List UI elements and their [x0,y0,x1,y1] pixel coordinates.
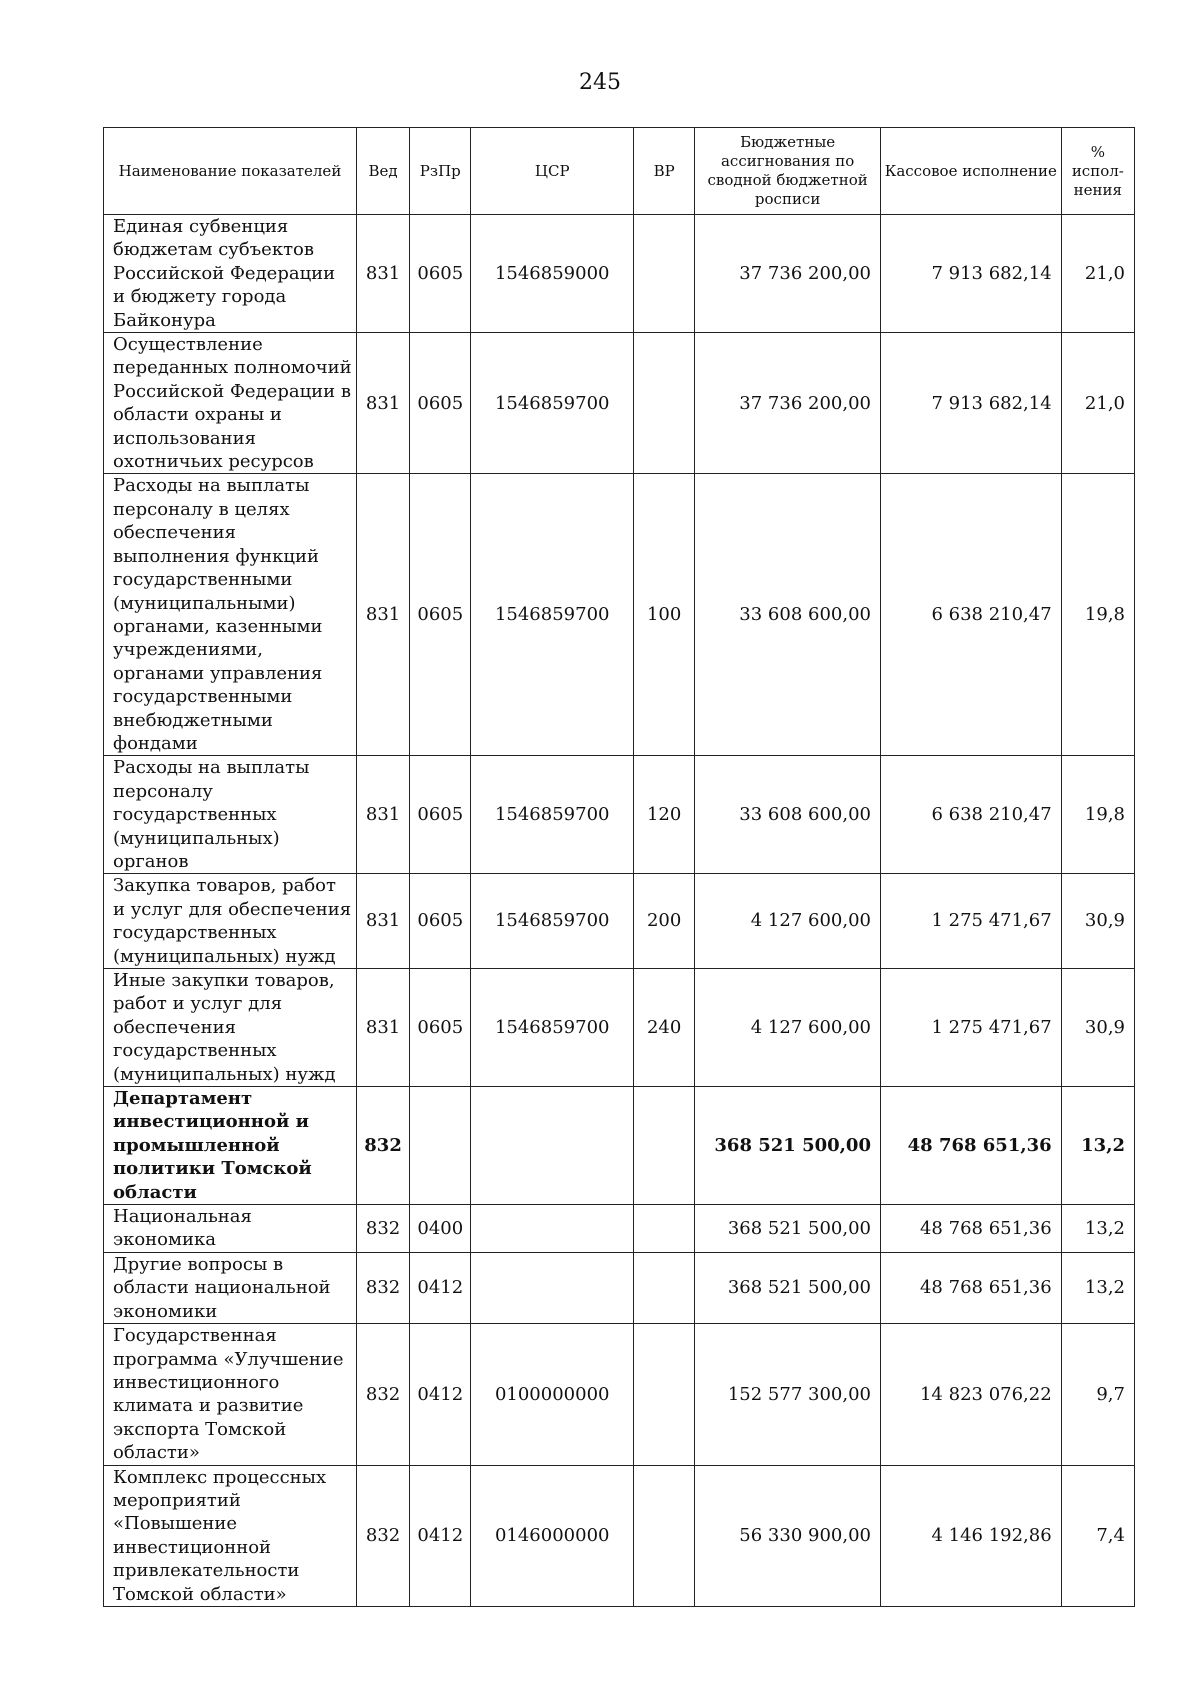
budget-execution-table [103,127,1135,1607]
cell-csr: 1546859000 [471,215,634,333]
cell-vr [634,333,695,474]
cell-ved: 831 [356,874,409,969]
cell-csr: 1546859700 [471,474,634,756]
header-pct: % испол-нения [1061,128,1134,215]
table-row [104,1324,1135,1465]
table-row [104,874,1135,969]
table-row [104,756,1135,874]
cell-rzpr: 0400 [410,1205,471,1253]
cell-budget: 152 577 300,00 [695,1324,881,1465]
cell-vr [634,1324,695,1465]
cell-budget: 4 127 600,00 [695,874,881,969]
cell-csr [471,1205,634,1253]
cell-ved: 831 [356,474,409,756]
cell-pct: 13,2 [1061,1205,1134,1253]
cell-ved: 831 [356,756,409,874]
header-cash: Кассовое исполнение [880,128,1061,215]
page-number: 245 [579,70,621,95]
cell-csr: 1546859700 [471,874,634,969]
table-row [104,1087,1135,1205]
cell-pct: 21,0 [1061,333,1134,474]
cell-ved: 832 [356,1205,409,1253]
cell-rzpr: 0412 [410,1465,471,1606]
cell-rzpr: 0605 [410,474,471,756]
cell-name: Департамент инвестиционной и промышленной политики Томской области [104,1087,357,1205]
cell-budget: 37 736 200,00 [695,215,881,333]
cell-pct: 7,4 [1061,1465,1134,1606]
cell-cash: 48 768 651,36 [880,1205,1061,1253]
cell-pct: 19,8 [1061,474,1134,756]
cell-budget: 37 736 200,00 [695,333,881,474]
cell-rzpr: 0605 [410,874,471,969]
header-budget: Бюджетные ассигнования по сводной бюджетной росписи [695,128,881,215]
header-vr: ВР [634,128,695,215]
cell-ved: 832 [356,1252,409,1323]
cell-cash: 6 638 210,47 [880,474,1061,756]
cell-ved: 832 [356,1465,409,1606]
cell-name: Другие вопросы в области национальной экономики [104,1252,357,1323]
cell-vr [634,215,695,333]
cell-csr [471,1087,634,1205]
cell-ved: 831 [356,969,409,1087]
cell-cash: 7 913 682,14 [880,215,1061,333]
cell-pct: 19,8 [1061,756,1134,874]
cell-budget: 56 330 900,00 [695,1465,881,1606]
cell-csr: 1546859700 [471,333,634,474]
cell-cash: 4 146 192,86 [880,1465,1061,1606]
cell-name: Закупка товаров, работ и услуг для обеспечения государственных (муниципальных) нужд [104,874,357,969]
cell-vr: 120 [634,756,695,874]
cell-name: Расходы на выплаты персоналу государственных (муниципальных) органов [104,756,357,874]
cell-pct: 9,7 [1061,1324,1134,1465]
cell-ved: 831 [356,333,409,474]
cell-rzpr [410,1087,471,1205]
cell-csr: 0146000000 [471,1465,634,1606]
cell-name: Осуществление переданных полномочий Российской Федерации в области охраны и использования охотничьих ресурсов [104,333,357,474]
table-row [104,215,1135,333]
table-row [104,1252,1135,1323]
cell-cash: 1 275 471,67 [880,969,1061,1087]
cell-budget: 4 127 600,00 [695,969,881,1087]
cell-vr: 200 [634,874,695,969]
header-csr: ЦСР [471,128,634,215]
cell-rzpr: 0412 [410,1324,471,1465]
cell-cash: 48 768 651,36 [880,1252,1061,1323]
header-ved: Вед [356,128,409,215]
table-row [104,1205,1135,1253]
cell-cash: 14 823 076,22 [880,1324,1061,1465]
cell-budget: 368 521 500,00 [695,1252,881,1323]
cell-ved: 831 [356,215,409,333]
cell-pct: 13,2 [1061,1087,1134,1205]
cell-vr: 100 [634,474,695,756]
header-rzpr: РзПр [410,128,471,215]
table-row [104,474,1135,756]
cell-rzpr: 0605 [410,969,471,1087]
table-header-row [104,128,1135,215]
cell-rzpr: 0605 [410,333,471,474]
table-row [104,969,1135,1087]
cell-rzpr: 0605 [410,756,471,874]
cell-pct: 13,2 [1061,1252,1134,1323]
cell-vr [634,1087,695,1205]
cell-pct: 30,9 [1061,969,1134,1087]
table-row [104,333,1135,474]
cell-ved: 832 [356,1324,409,1465]
cell-name: Комплекс процессных мероприятий «Повышение инвестиционной привлекательности Томской области» [104,1465,357,1606]
cell-cash: 7 913 682,14 [880,333,1061,474]
cell-name: Государственная программа «Улучшение инвестиционного климата и развитие экспорта Томской области» [104,1324,357,1465]
cell-name: Национальная экономика [104,1205,357,1253]
cell-vr: 240 [634,969,695,1087]
cell-pct: 30,9 [1061,874,1134,969]
header-name: Наименование показателей [104,128,357,215]
cell-ved: 832 [356,1087,409,1205]
cell-csr [471,1252,634,1323]
cell-budget: 368 521 500,00 [695,1087,881,1205]
cell-rzpr: 0412 [410,1252,471,1323]
cell-cash: 6 638 210,47 [880,756,1061,874]
cell-budget: 33 608 600,00 [695,474,881,756]
cell-rzpr: 0605 [410,215,471,333]
table-row [104,1465,1135,1606]
cell-vr [634,1465,695,1606]
cell-csr: 0100000000 [471,1324,634,1465]
cell-cash: 48 768 651,36 [880,1087,1061,1205]
cell-name: Единая субвенция бюджетам субъектов Российской Федерации и бюджету города Байконура [104,215,357,333]
cell-vr [634,1252,695,1323]
cell-pct: 21,0 [1061,215,1134,333]
cell-cash: 1 275 471,67 [880,874,1061,969]
cell-vr [634,1205,695,1253]
cell-budget: 368 521 500,00 [695,1205,881,1253]
cell-csr: 1546859700 [471,969,634,1087]
cell-csr: 1546859700 [471,756,634,874]
cell-name: Иные закупки товаров, работ и услуг для обеспечения государственных (муниципальных) нужд [104,969,357,1087]
cell-name: Расходы на выплаты персоналу в целях обеспечения выполнения функций государственными (муниципальными) органами, казенными учреждениями, органами управления государственными внебюджетными фондами [104,474,357,756]
cell-budget: 33 608 600,00 [695,756,881,874]
